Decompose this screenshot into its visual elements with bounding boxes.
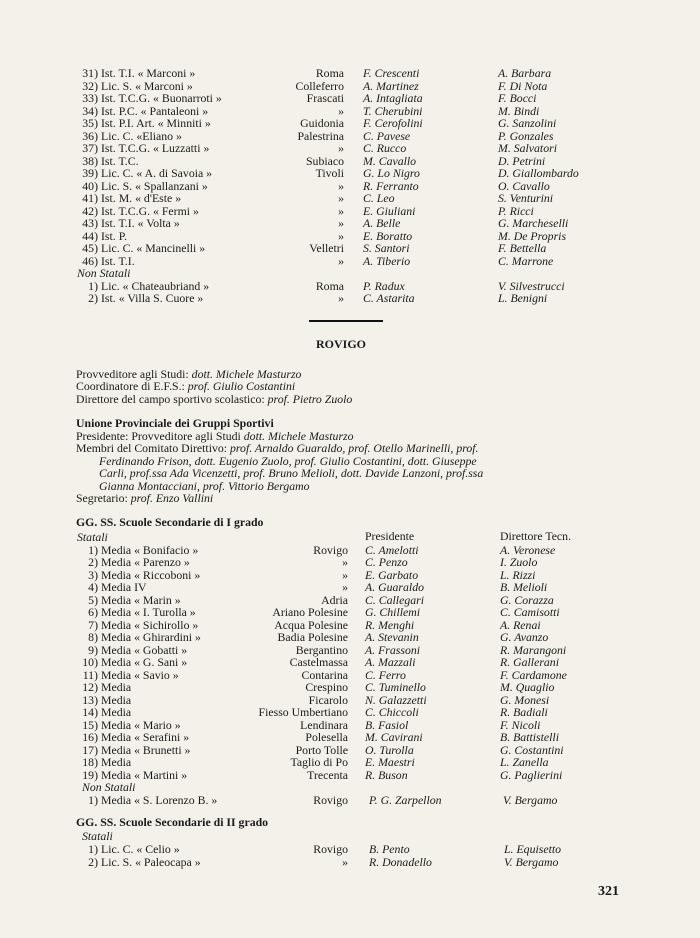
subsection-label: Statali [77, 530, 108, 544]
official-line: Provveditore agli Studi: dott. Michele Masturzo [76, 367, 302, 381]
union-president: Presidente: Provveditore agli Studi dott. Michele Masturzo [76, 429, 354, 443]
secretary: Segretario: prof. Enzo Vallini [76, 491, 214, 506]
subsection-label: Statali [82, 829, 113, 843]
union-heading: Unione Provinciale dei Gruppi Sportivi [76, 416, 274, 430]
section-divider [309, 320, 383, 322]
page-number: 321 [598, 884, 619, 899]
committee-line: Gianna Montacciani, prof. Vittorio Bergamo [99, 478, 310, 493]
column-header-president: Presidente [365, 529, 415, 543]
document-page: 31) Ist. T.I. « Marconi » Roma F. Crescenti A. Barbara 32) Lic. S. « Marconi » Colleferro A. Martinez F. Di Nota 33) Ist. T.C.G. « Buonarroti » Frascati A. Intagliata F. Bocci 34) Ist. P.C. « Pantaleoni » » T. Cherubini M. Bindi 35) Ist. P.I. Art. « Minniti » Guidonia F. Cerofolini G. Sanzolini 36) Lic. C. «Eliano » Palestrina C. Pavese P. Gonzales 37) Ist. T.C.G. « Luzzatti » » C. Rucco M. Salvatori 38) Ist. T.C. Subiaco M. Cavallo D. Petrini 39) Lic. C. « A. di Savoia » Tivoli G. Lo Nigro D. Giallombardo 40) Lic. S. « Spallanzani » » R. Ferranto O. Cavallo 41) Ist. M. « d'Este » » C. Leo S. Venturini 42) Ist. T.C.G. « Fermi » » E. Giuliani P. Ricci 43) Ist. T.I. « Volta » » A. Belle G. Marcheselli 44) Ist. P. » E. Boratto M. De Propris 45) Lic. C. « Mancinelli » Velletri S. Santori F. Bettella 46) Ist. T.I. » A. Tiberio C. Marrone Non Statali 1) Lic. « Chateaubriand » Roma P. Radux V. Silvestrucci 2) Ist. « Villa S. Cuore » » C. Astarita L. Benigni ROVIGO Provveditore agli Studi: dott. Michele Masturzo Coordinatore di E.F.S.: prof. Giulio Costantini Direttore del campo sportivo scolastico: prof. Pietro Zuolo Unione Provinciale dei Gruppi Sportivi Presidente: Provveditore agli Studi dott. Michele Masturzo Membri del Comitato Direttivo: prof. Arnaldo Guaraldo, prof. Otello Marinelli, prof. Ferdinando Frison, dott. Eugenio Zuolo, prof. Giulio Costantini, dott. Giuseppe Carli, prof.ssa Ada Vicenzetti, prof. Bruno Melioli, dott. Davide Lanzoni, prof.ssa Gianna Montacciani, prof. Vittorio Bergamo Segretario: prof. Enzo Vallini GG. SS. Scuole Secondarie di I grado Presidente Direttore Tecn. Statali 1) Media « Bonifacio » Rovigo C. Amelotti A. Veronese 2) Media « Parenzo » » C. Penzo I. Zuolo 3) Media « Riccoboni » » E. Garbato L. Rizzi 4) Media IV » A. Guaraldo B. Melioli 5) Media « Marin » Adria C. Callegari G. Corazza 6) Media « I. Turolla » Ariano Polesine G. Chillemi C. Camisotti 7) Media « Sichirollo » Acqua Polesine R. Menghi A. Renai 8) Media « Ghirardini » Badia Polesine A. Stevanin G. Avanzo 9) Media « Gobatti » Bergantino A. Frassoni R. Marangoni 10) Media « G. Sani » Castelmassa A. Mazzali R. Gallerani 11) Media « Savio » Contarina C. Ferro F. Cardamone 12) Media Crespino C. Tuminello M. Quaglio 13) Media Ficarolo N. Galazzetti G. Monesi 14) Media Fiesso Umbertiano C. Chiccoli R. Badiali 15) Media « Mario » Lendinara B. Fasiol F. Nicoli 16) Media « Serafini » Polesella M. Cavirani B. Battistelli 17) Media « Brunetti » Porto Tolle O. Turolla G. Costantini 18) Media Taglio di Po E. Maestri L. Zanella 19) Media « Martini » Trecenta R. Buson G. Paglierini Non Statali 1) Media « S. Lorenzo B. » Rovigo P. G. Zarpellon V. Bergamo GG. SS. Scuole Secondarie di II grado Statali 1) Lic. C. « Celio » Rovigo B. Pento L. Equisetto 2) Lic. S. « Paleocapa » » R. Donadello V. Bergamo 321 [76, 66, 619, 899]
subsection-label: Non Statali [82, 780, 136, 794]
officials [76, 368, 352, 405]
union-block [76, 430, 483, 504]
official-line: Direttore del campo sportivo scolastico: prof. Pietro Zuolo [76, 391, 353, 406]
subsection-label: Non Statali [77, 266, 131, 280]
column-header-director: Direttore Tecn. [500, 529, 572, 543]
section-title: ROVIGO [316, 337, 367, 351]
official-line: Coordinatore di E.F.S.: prof. Giulio Costantini [76, 379, 296, 394]
committee-line: Ferdinando Frison, dott. Eugenio Zuolo, prof. Giulio Costantini, dott. Giuseppe [99, 453, 477, 468]
grade1-heading: GG. SS. Scuole Secondarie di I grado [76, 515, 264, 529]
committee-line: Carli, prof.ssa Ada Vicenzetti, prof. Bruno Melioli, dott. Davide Lanzoni, prof.ssa [99, 466, 484, 481]
committee-first-line: Membri del Comitato Direttivo: prof. Arnaldo Guaraldo, prof. Otello Marinelli, prof. [76, 441, 479, 456]
grade2-heading: GG. SS. Scuole Secondarie di II grado [76, 815, 269, 829]
